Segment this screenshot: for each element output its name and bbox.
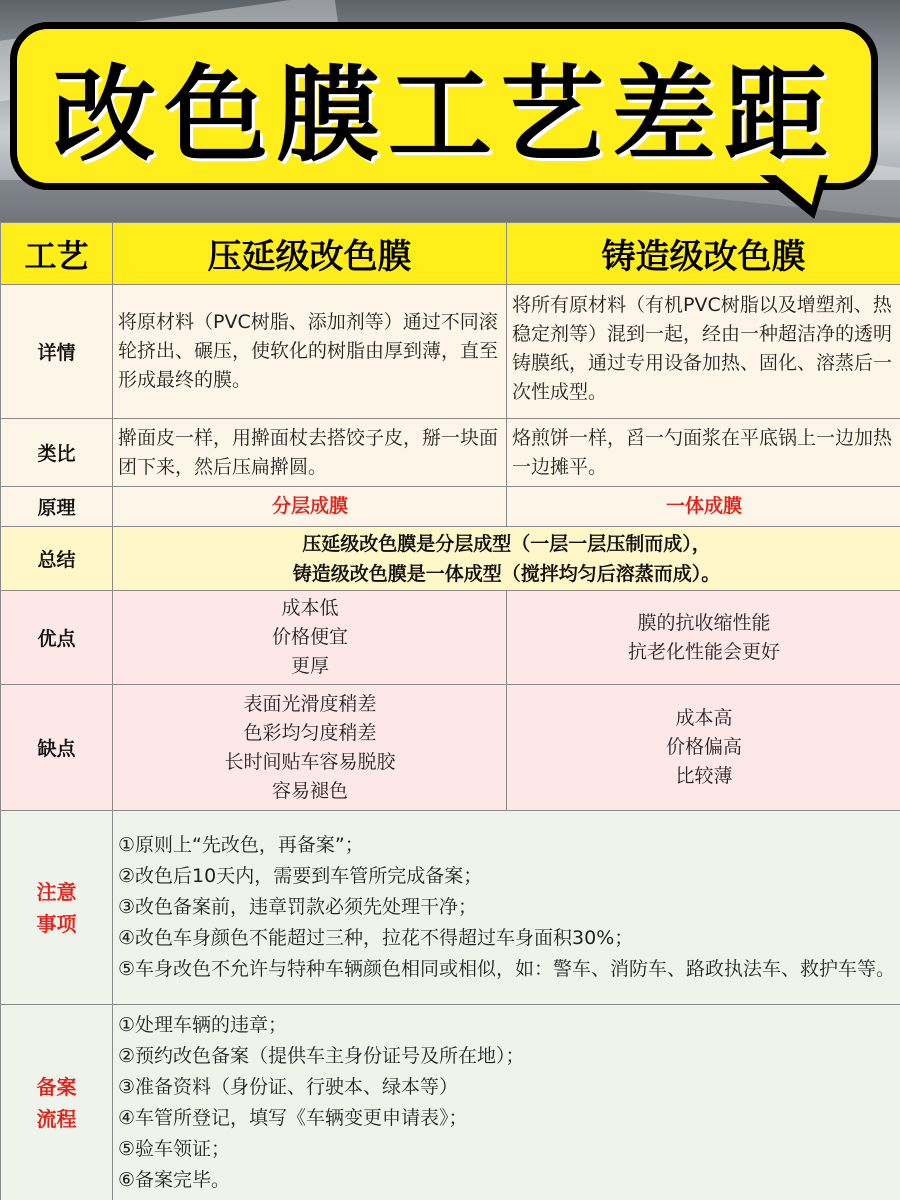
row-label: 缺点	[1, 685, 113, 811]
process-list	[113, 1005, 900, 1200]
list-item: ⑥备案完毕。	[118, 1168, 231, 1191]
row-label: 总结	[1, 527, 113, 591]
list-item: 抗老化性能会更好	[627, 640, 780, 663]
page-title: 改色膜工艺差距	[51, 54, 836, 176]
list-item: ②改色后10天内，需要到车管所完成备案；	[118, 865, 483, 887]
notes-list	[113, 811, 900, 1005]
row-label: 原理	[1, 487, 113, 527]
summary-line-2: 铸造级改色膜是一体成型（搅拌均匀后溶蒸而成）。	[292, 562, 721, 585]
list-item: 价格偏高	[665, 736, 742, 758]
header-col-b: 铸造级改色膜	[507, 223, 900, 285]
title-bubble	[10, 22, 878, 190]
list-item: ③改色备案前，违章罚款必须先处理干净；	[118, 896, 478, 918]
list-item: 容易褪色	[271, 779, 348, 802]
detail-a: 将原材料（PVC树脂、添加剂等）通过不同滚轮挤出、碾压，使软化的树脂由厚到薄，直至形成最终的膜。	[113, 285, 507, 419]
table-header-row	[1, 223, 900, 285]
row-label: 优点	[1, 591, 113, 685]
header-col-a: 压延级改色膜	[113, 223, 507, 285]
list-item: ⑤验车领证；	[118, 1137, 231, 1160]
notes-label: 注意 事项	[1, 811, 113, 1005]
list-item: 长时间贴车容易脱胶	[224, 750, 396, 773]
row-analogy	[1, 419, 900, 487]
list-item: ⑤车身改色不允许与特种车辆颜色相同或相似，如：警车、消防车、路政执法车、救护车等。	[118, 958, 896, 980]
list-item: ④改色车身颜色不能超过三种，拉花不得超过车身面积30%；	[118, 927, 634, 949]
pros-a	[113, 591, 507, 685]
principle-a: 分层成膜	[113, 487, 507, 527]
hero-background	[0, 0, 900, 222]
list-item: 比较薄	[675, 765, 733, 787]
list-item: ①处理车辆的违章；	[118, 1013, 288, 1036]
row-summary	[1, 527, 900, 591]
header-label: 工艺	[1, 223, 113, 285]
cons-a	[113, 685, 507, 811]
list-item: 价格便宜	[271, 626, 348, 648]
list-item: ③准备资料（身份证、行驶本、绿本等）	[118, 1075, 459, 1098]
detail-b: 将所有原材料（有机PVC树脂以及增塑剂、热稳定剂等）混到一起，经由一种超洁净的透明铸膜纸，通过专用设备加热、固化、溶蒸后一次性成型。	[507, 285, 900, 419]
row-process	[1, 1005, 900, 1200]
row-label: 类比	[1, 419, 113, 487]
row-label: 详情	[1, 285, 113, 419]
cons-b	[507, 685, 900, 811]
analogy-b: 烙煎饼一样，舀一勺面浆在平底锅上一边加热一边摊平。	[507, 419, 900, 487]
list-item: ④车管所登记，填写《车辆变更申请表》；	[118, 1106, 468, 1129]
row-principle	[1, 487, 900, 527]
summary-line-1: 压延级改色膜是分层成型（一层一层压制而成），	[302, 532, 711, 555]
list-item: ②预约改色备案（提供车主身份证号及所在地）；	[118, 1044, 525, 1067]
row-cons	[1, 685, 900, 811]
comparison-table	[0, 222, 900, 1200]
summary-text	[113, 527, 900, 591]
analogy-a: 擀面皮一样，用擀面杖去搭饺子皮，掰一块面团下来，然后压扁擀圆。	[113, 419, 507, 487]
list-item: 表面光滑度稍差	[243, 692, 377, 715]
list-item: ①原则上“先改色，再备案”；	[118, 834, 364, 856]
list-item: 更厚	[290, 655, 329, 677]
list-item: 成本低	[281, 597, 339, 619]
list-item: 膜的抗收缩性能	[637, 611, 771, 634]
row-notes	[1, 811, 900, 1005]
row-pros	[1, 591, 900, 685]
list-item: 色彩均匀度稍差	[243, 721, 377, 744]
pros-b	[507, 591, 900, 685]
row-detail	[1, 285, 900, 419]
principle-b: 一体成膜	[507, 487, 900, 527]
process-label: 备案 流程	[1, 1005, 113, 1200]
list-item: 成本高	[675, 707, 733, 729]
